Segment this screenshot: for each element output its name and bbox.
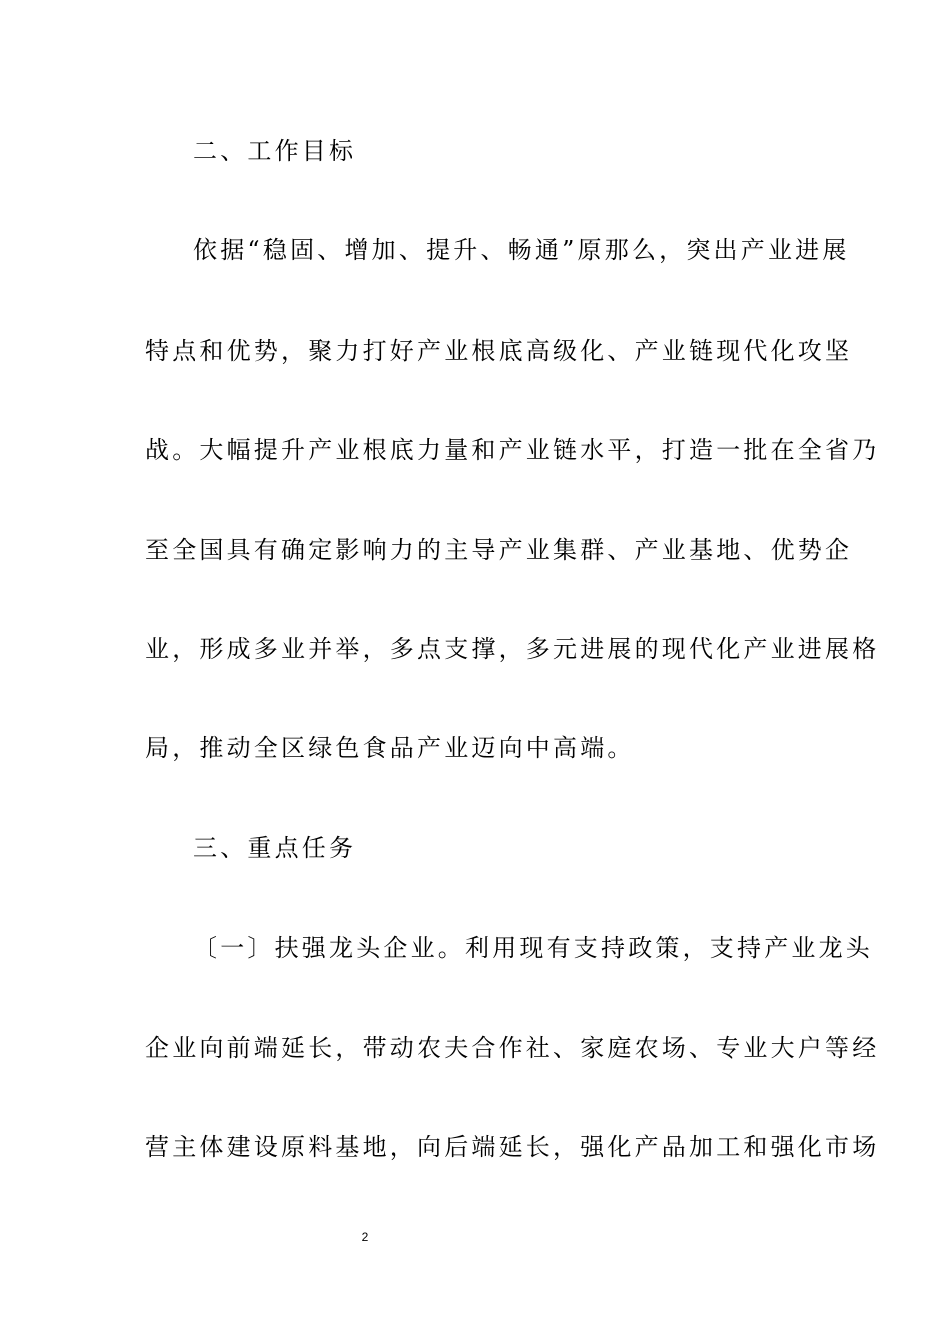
- paragraph-line: 企业向前端延长，带动农夫合作社、家庭农场、专业大户等经: [145, 1034, 880, 1062]
- paragraph-line: 局，推动全区绿色食品产业迈向中高端。: [145, 734, 635, 762]
- paragraph-line: 〔一〕扶强龙头企业。利用现有支持政策，支持产业龙头: [193, 934, 873, 962]
- section-heading-key-tasks: 三、重点任务: [193, 834, 357, 862]
- section-heading-work-goals: 二、工作目标: [193, 137, 357, 165]
- paragraph-line: 业，形成多业并举，多点支撑，多元进展的现代化产业进展格: [145, 635, 880, 663]
- paragraph-line: 特点和优势，聚力打好产业根底高级化、产业链现代化攻坚: [145, 337, 853, 365]
- page-number: 2: [361, 1230, 369, 1244]
- paragraph-line: 至全国具有确定影响力的主导产业集群、产业基地、优势企: [145, 536, 853, 564]
- paragraph-line: 营主体建设原料基地，向后端延长，强化产品加工和强化市场: [145, 1133, 880, 1161]
- paragraph-line: 依据“稳固、增加、提升、畅通”原那么，突出产业进展: [193, 236, 850, 264]
- paragraph-line: 战。大幅提升产业根底力量和产业链水平，打造一批在全省乃: [145, 436, 880, 464]
